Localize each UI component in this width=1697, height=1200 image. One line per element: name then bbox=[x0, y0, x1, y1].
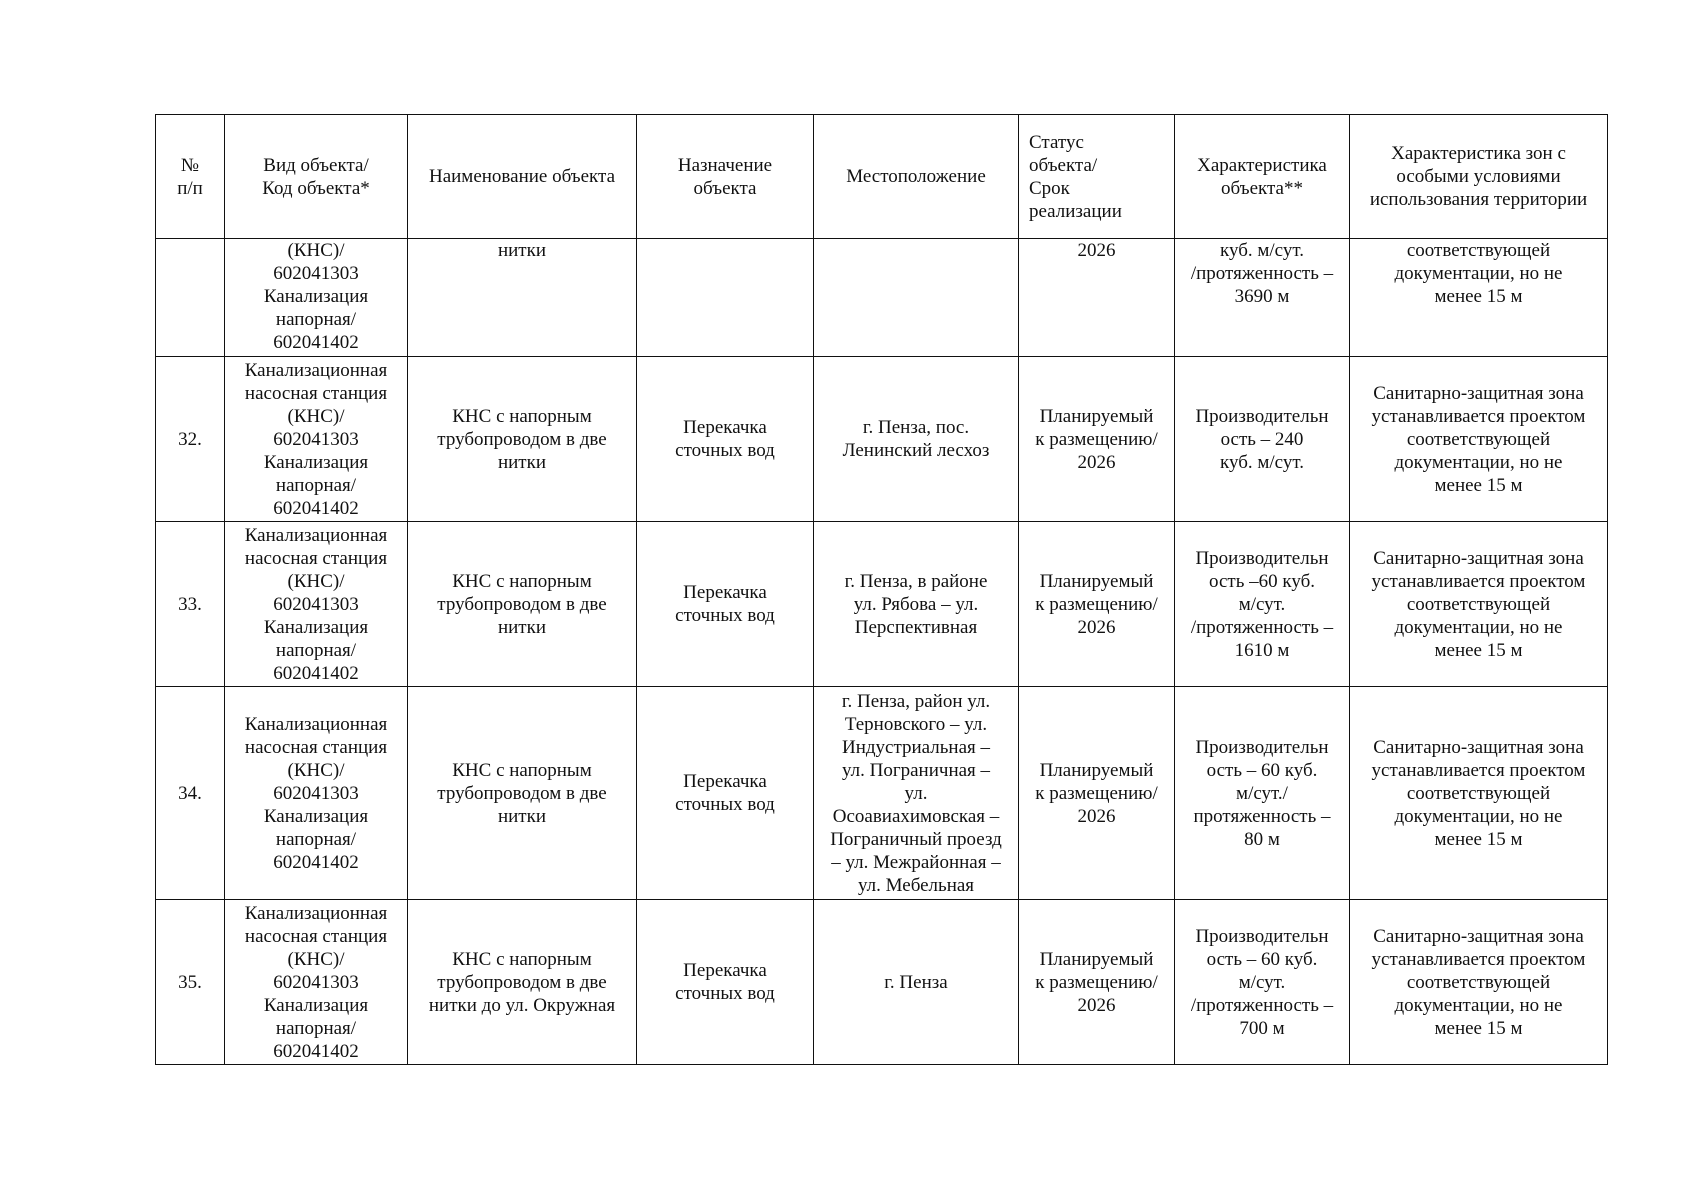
cell-purpose bbox=[637, 239, 814, 357]
cell-status: Планируемый к размещению/ 2026 bbox=[1019, 357, 1175, 522]
table-row bbox=[156, 239, 1608, 357]
cell-location: г. Пенза, пос. Ленинский лесхоз bbox=[814, 357, 1019, 522]
cell-num: 34. bbox=[156, 687, 225, 900]
header-purpose: Назначение объекта bbox=[637, 115, 814, 239]
cell-num: 33. bbox=[156, 522, 225, 687]
cell-name: КНС с напорным трубопроводом в две нитки до ул. Окружная bbox=[408, 900, 637, 1065]
cell-num: 35. bbox=[156, 900, 225, 1065]
cell-type: (КНС)/ 602041303 Канализация напорная/ 602041402 bbox=[225, 239, 408, 357]
cell-status: Планируемый к размещению/ 2026 bbox=[1019, 900, 1175, 1065]
cell-characteristic: Производительн ость – 60 куб. м/сут./ протяженность – 80 м bbox=[1175, 687, 1350, 900]
cell-location: г. Пенза, в районе ул. Рябова – ул. Перспективная bbox=[814, 522, 1019, 687]
cell-name: нитки bbox=[408, 239, 637, 357]
cell-status: Планируемый к размещению/ 2026 bbox=[1019, 522, 1175, 687]
header-name: Наименование объекта bbox=[408, 115, 637, 239]
header-location: Местоположение bbox=[814, 115, 1019, 239]
cell-zones: Санитарно-защитная зона устанавливается проектом соответствующей документации, но не менее 15 м bbox=[1350, 900, 1608, 1065]
cell-name: КНС с напорным трубопроводом в две нитки bbox=[408, 522, 637, 687]
cell-location: г. Пенза, район ул. Терновского – ул. Индустриальная – ул. Пограничная – ул. Осоавиахимовская – Пограничный проезд – ул. Межрайонная – ул. Мебельная bbox=[814, 687, 1019, 900]
cell-name: КНС с напорным трубопроводом в две нитки bbox=[408, 687, 637, 900]
cell-num bbox=[156, 239, 225, 357]
cell-status: Планируемый к размещению/ 2026 bbox=[1019, 687, 1175, 900]
table-row bbox=[156, 522, 1608, 687]
cell-purpose: Перекачка сточных вод bbox=[637, 357, 814, 522]
header-num: № п/п bbox=[156, 115, 225, 239]
header-characteristic: Характеристика объекта** bbox=[1175, 115, 1350, 239]
cell-zones: Санитарно-защитная зона устанавливается проектом соответствующей документации, но не менее 15 м bbox=[1350, 522, 1608, 687]
cell-zones: Санитарно-защитная зона устанавливается проектом соответствующей документации, но не менее 15 м bbox=[1350, 357, 1608, 522]
table-row bbox=[156, 687, 1608, 900]
table-row bbox=[156, 357, 1608, 522]
cell-type: Канализационная насосная станция (КНС)/ 602041303 Канализация напорная/ 602041402 bbox=[225, 522, 408, 687]
cell-type: Канализационная насосная станция (КНС)/ 602041303 Канализация напорная/ 602041402 bbox=[225, 900, 408, 1065]
cell-purpose: Перекачка сточных вод bbox=[637, 687, 814, 900]
cell-characteristic: Производительн ость –60 куб. м/сут. /протяженность – 1610 м bbox=[1175, 522, 1350, 687]
cell-purpose: Перекачка сточных вод bbox=[637, 522, 814, 687]
header-zones: Характеристика зон с особыми условиями использования территории bbox=[1350, 115, 1608, 239]
objects-table bbox=[155, 114, 1608, 1065]
cell-purpose: Перекачка сточных вод bbox=[637, 900, 814, 1065]
cell-type: Канализационная насосная станция (КНС)/ 602041303 Канализация напорная/ 602041402 bbox=[225, 687, 408, 900]
cell-location bbox=[814, 239, 1019, 357]
cell-status: 2026 bbox=[1019, 239, 1175, 357]
header-type: Вид объекта/ Код объекта* bbox=[225, 115, 408, 239]
table-row bbox=[156, 900, 1608, 1065]
cell-name: КНС с напорным трубопроводом в две нитки bbox=[408, 357, 637, 522]
cell-characteristic: куб. м/сут. /протяженность – 3690 м bbox=[1175, 239, 1350, 357]
cell-characteristic: Производительн ость – 240 куб. м/сут. bbox=[1175, 357, 1350, 522]
cell-type: Канализационная насосная станция (КНС)/ 602041303 Канализация напорная/ 602041402 bbox=[225, 357, 408, 522]
cell-num: 32. bbox=[156, 357, 225, 522]
cell-zones: Санитарно-защитная зона устанавливается проектом соответствующей документации, но не менее 15 м bbox=[1350, 687, 1608, 900]
cell-zones: соответствующей документации, но не менее 15 м bbox=[1350, 239, 1608, 357]
table-header-row bbox=[156, 115, 1608, 239]
cell-characteristic: Производительн ость – 60 куб. м/сут. /протяженность – 700 м bbox=[1175, 900, 1350, 1065]
header-status: Статус объекта/ Срок реализации bbox=[1019, 115, 1175, 239]
cell-location: г. Пенза bbox=[814, 900, 1019, 1065]
